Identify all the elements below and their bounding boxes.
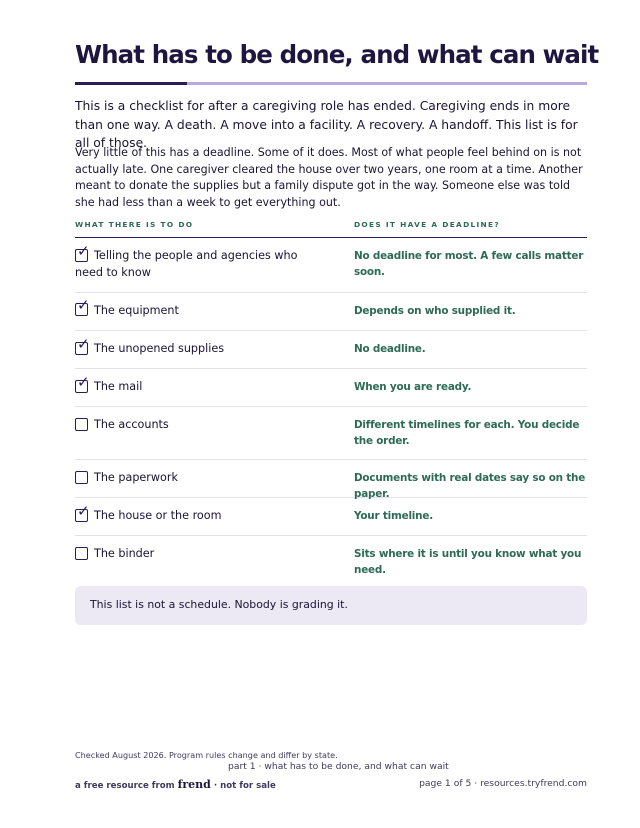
footer-page-info: page 1 of 5 · resources.tryfrend.com: [419, 778, 587, 789]
deadline-text: Sits where it is until you know what you need.: [354, 548, 582, 576]
title-rule-dark: [75, 82, 187, 85]
check-icon: ✓: [77, 373, 90, 391]
footer-part-label: part 1 · what has to be done, and what can wait: [228, 761, 449, 772]
table-header: [75, 220, 587, 238]
frend-logo: frend: [177, 778, 211, 791]
table-row: [75, 406, 587, 460]
task-label: The equipment: [94, 304, 179, 317]
body-paragraph: Very little of this has a deadline. Some of it does. Most of what people feel behind on is not actually late. One caregiver cleared the house over two years, one room at a time. Another meant to donate the supplies but a family dispute got in the way. Someone else was told she had less than a week to get everything out.: [75, 146, 583, 209]
checkbox-unchecked[interactable]: [75, 418, 88, 431]
footer-checked-date: Checked August 2026. Program rules change and differ by state.: [75, 750, 338, 760]
check-icon: ✓: [77, 335, 90, 353]
page-title: What has to be done, and what can wait: [75, 40, 599, 69]
checkbox-checked[interactable]: [75, 296, 90, 316]
table-row: [75, 292, 587, 331]
task-label: The binder: [94, 547, 155, 560]
deadline-text: Documents with real dates say so on the paper.: [354, 472, 586, 500]
checkbox-unchecked[interactable]: [75, 471, 88, 484]
deadline-text: No deadline for most. A few calls matter soon.: [354, 250, 584, 278]
deadline-text: No deadline.: [354, 343, 426, 355]
intro-text: This is a checklist for after a caregiving role has ended. Caregiving ends in more than one way. A death. A move into a facility. A recovery. A handoff. This list is for all of those.: [75, 99, 578, 150]
footer-resource-line: [75, 778, 276, 791]
column-header-task: WHAT THERE IS TO DO: [75, 220, 194, 229]
deadline-text: Your timeline.: [354, 510, 433, 522]
checkbox-checked[interactable]: [75, 373, 90, 393]
checkbox-checked[interactable]: [75, 335, 90, 355]
check-icon: ✓: [77, 296, 90, 314]
task-label: The mail: [94, 380, 143, 393]
table-row: [75, 459, 587, 498]
deadline-text: Different timelines for each. You decide the order.: [354, 419, 580, 447]
checkbox-checked[interactable]: [75, 502, 90, 522]
footer-resource-prefix: a free resource from: [75, 781, 175, 791]
task-label: Telling the people and agencies who need to know: [75, 249, 298, 279]
title-rule-light: [187, 82, 587, 85]
task-label: The house or the room: [94, 509, 222, 522]
task-label: The unopened supplies: [94, 342, 225, 355]
title-rule: [75, 82, 587, 85]
table-row: [75, 330, 587, 369]
table-row: [75, 535, 587, 576]
checkbox-unchecked[interactable]: [75, 547, 88, 560]
note-box: [75, 586, 587, 625]
table-row: [75, 368, 587, 407]
column-header-deadline: DOES IT HAVE A DEADLINE?: [354, 220, 500, 229]
table-row: [75, 239, 587, 293]
task-label: The paperwork: [94, 471, 178, 484]
check-icon: ✓: [77, 502, 90, 520]
footer-resource-suffix: · not for sale: [213, 781, 276, 791]
deadline-text: When you are ready.: [354, 381, 472, 393]
note-text: This list is not a schedule. Nobody is grading it.: [90, 598, 348, 611]
deadline-text: Depends on who supplied it.: [354, 305, 516, 317]
task-label: The accounts: [94, 418, 169, 431]
check-icon: ✓: [77, 242, 90, 260]
table-row: [75, 497, 587, 536]
